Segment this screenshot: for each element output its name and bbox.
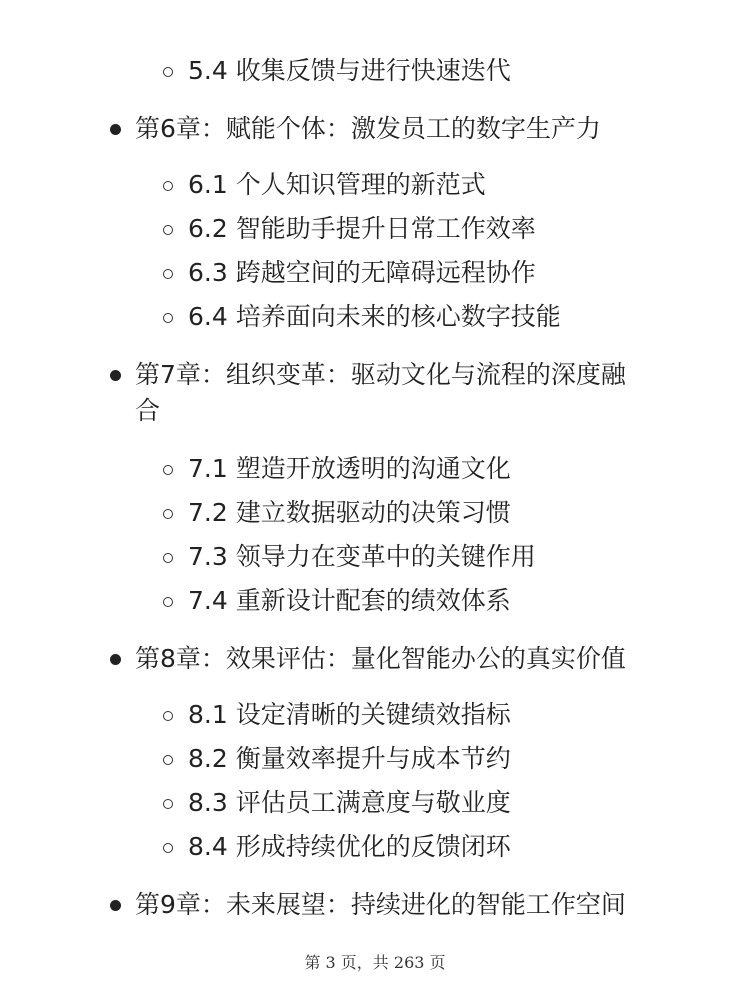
disc-bullet-icon — [110, 654, 121, 665]
circle-bullet-icon — [163, 509, 173, 519]
circle-bullet-icon — [163, 67, 173, 77]
toc-section-item: 8.4 形成持续优化的反馈闭环 — [188, 832, 511, 861]
circle-bullet-icon — [163, 225, 173, 235]
circle-bullet-icon — [163, 597, 173, 607]
toc-chapter-item: 第9章：未来展望：持续进化的智能工作空间 — [135, 890, 626, 919]
toc-chapter-item: 第6章：赋能个体：激发员工的数字生产力 — [135, 114, 601, 143]
toc-section-item: 6.3 跨越空间的无障碍远程协作 — [188, 258, 536, 287]
circle-bullet-icon — [163, 181, 173, 191]
toc-section-item: 7.1 塑造开放透明的沟通文化 — [188, 454, 511, 483]
toc-chapter-item: 第7章：组织变革：驱动文化与流程的深度融 — [135, 360, 626, 389]
circle-bullet-icon — [163, 553, 173, 563]
toc-section-item: 6.1 个人知识管理的新范式 — [188, 170, 486, 199]
circle-bullet-icon — [163, 755, 173, 765]
toc-section-item: 6.2 智能助手提升日常工作效率 — [188, 214, 536, 243]
toc-section-item: 6.4 培养面向未来的核心数字技能 — [188, 302, 561, 331]
circle-bullet-icon — [163, 843, 173, 853]
toc-section-item: 5.4 收集反馈与进行快速迭代 — [188, 56, 511, 85]
toc-section-item: 8.2 衡量效率提升与成本节约 — [188, 744, 511, 773]
toc-chapter-item: 第8章：效果评估：量化智能办公的真实价值 — [135, 644, 626, 673]
toc-section-item: 8.3 评估员工满意度与敬业度 — [188, 788, 511, 817]
circle-bullet-icon — [163, 711, 173, 721]
disc-bullet-icon — [110, 124, 121, 135]
page-number-footer: 第 3 页，共 263 页 — [304, 953, 446, 972]
toc-section-item: 7.2 建立数据驱动的决策习惯 — [188, 498, 511, 527]
circle-bullet-icon — [163, 465, 173, 475]
circle-bullet-icon — [163, 269, 173, 279]
toc-chapter-item-continuation: 合 — [135, 396, 161, 425]
disc-bullet-icon — [110, 370, 121, 381]
circle-bullet-icon — [163, 313, 173, 323]
toc-section-item: 7.3 领导力在变革中的关键作用 — [188, 542, 536, 571]
toc-section-item: 7.4 重新设计配套的绩效体系 — [188, 586, 511, 615]
circle-bullet-icon — [163, 799, 173, 809]
toc-section-item: 8.1 设定清晰的关键绩效指标 — [188, 700, 511, 729]
disc-bullet-icon — [110, 900, 121, 911]
